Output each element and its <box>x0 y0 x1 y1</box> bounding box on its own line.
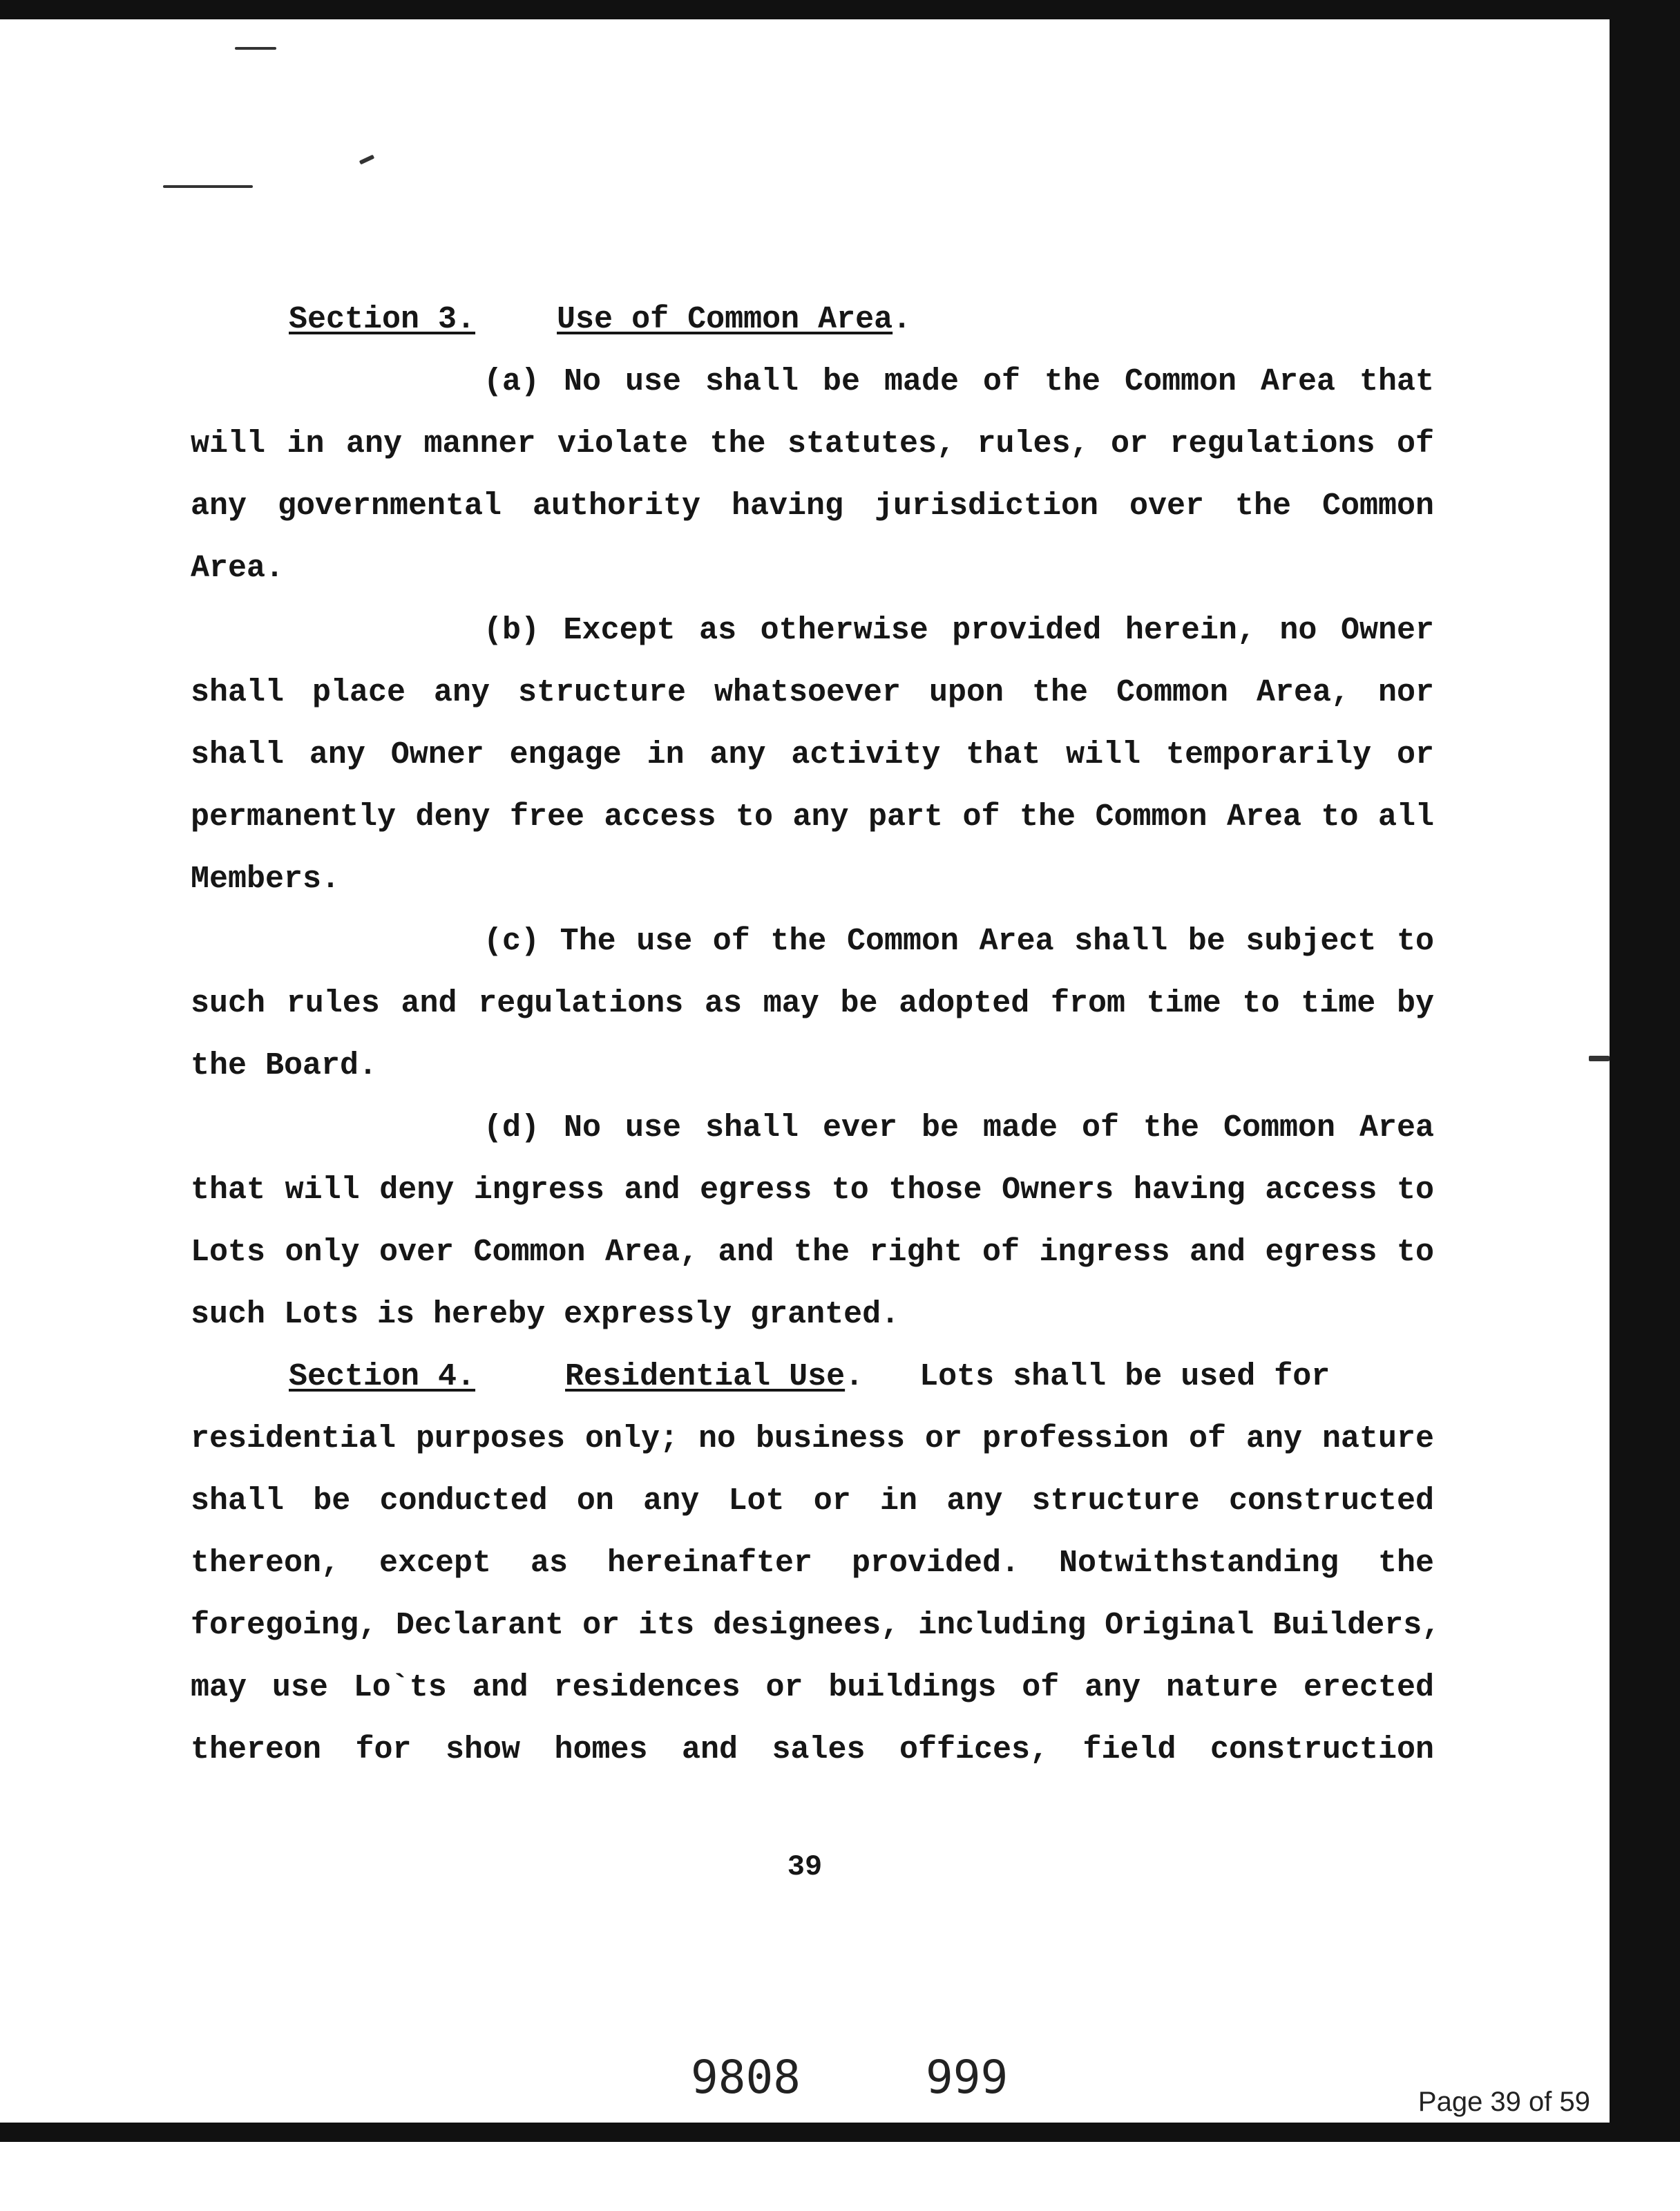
scan-speck <box>359 155 374 165</box>
scan-speck <box>1589 1056 1610 1061</box>
paragraph-b-line: shall place any structure whatsoever upon the Common Area, nor <box>191 675 1434 710</box>
section-4-line: thereon for show homes and sales offices, field construction <box>191 1732 1434 1767</box>
section-4-line: may use Lo`ts and residences or buildings of any nature erected <box>191 1670 1434 1705</box>
paragraph-d-line: that will deny ingress and egress to those Owners having access to <box>191 1173 1434 1208</box>
section-3-title: Use of Common Area <box>557 302 893 337</box>
paragraph-c-line: the Board. <box>191 1048 378 1083</box>
scan-speck <box>235 47 276 50</box>
paragraph-a-line: Area. <box>191 551 285 586</box>
section-4-title: Residential Use <box>565 1359 846 1394</box>
section-4-number: Section 4. <box>289 1359 476 1394</box>
paragraph-a-line: will in any manner violate the statutes, rules, or regulations of <box>191 426 1434 462</box>
page-counter: Page 39 of 59 <box>1418 2087 1590 2117</box>
section-3-period: . <box>892 302 912 337</box>
page-number: 39 <box>787 1850 823 1883</box>
paragraph-c-line: such rules and regulations as may be adopted from time to time by <box>191 986 1434 1021</box>
document-page <box>0 19 1610 2123</box>
paragraph-b-line: (b) Except as otherwise provided herein, no Owner <box>484 613 1434 648</box>
stamp-book: 9808 <box>691 2051 801 2104</box>
section-4-lead: . Lots shall be used for <box>845 1359 1330 1394</box>
section-3-heading <box>289 304 1434 335</box>
paragraph-d-line: such Lots is hereby expressly granted. <box>191 1297 900 1332</box>
section-4-line: residential purposes only; no business or profession of any nature <box>191 1421 1434 1456</box>
paragraph-b-line: permanently deny free access to any part of the Common Area to all <box>191 799 1434 835</box>
paragraph-d-line: Lots only over Common Area, and the right of ingress and egress to <box>191 1235 1434 1270</box>
section-4-line: thereon, except as hereinafter provided. Notwithstanding the <box>191 1546 1434 1581</box>
section-4-heading <box>289 1361 1434 1392</box>
bottom-margin <box>0 2142 1680 2211</box>
paragraph-b-line: Members. <box>191 862 341 897</box>
paragraph-a-line: (a) No use shall be made of the Common Area that <box>484 364 1434 399</box>
paragraph-d-line: (d) No use shall ever be made of the Common Area <box>484 1110 1434 1146</box>
paragraph-b-line: shall any Owner engage in any activity that will temporarily or <box>191 737 1434 772</box>
stamp-page: 999 <box>926 2051 1009 2104</box>
section-3-number: Section 3. <box>289 302 476 337</box>
scan-speck <box>163 185 253 188</box>
section-4-line: shall be conducted on any Lot or in any structure constructed <box>191 1483 1434 1519</box>
paragraph-a-line: any governmental authority having jurisdiction over the Common <box>191 488 1434 524</box>
section-4-line: foregoing, Declarant or its designees, including Original Builders, <box>191 1608 1441 1643</box>
paragraph-c-line: (c) The use of the Common Area shall be subject to <box>484 924 1434 959</box>
